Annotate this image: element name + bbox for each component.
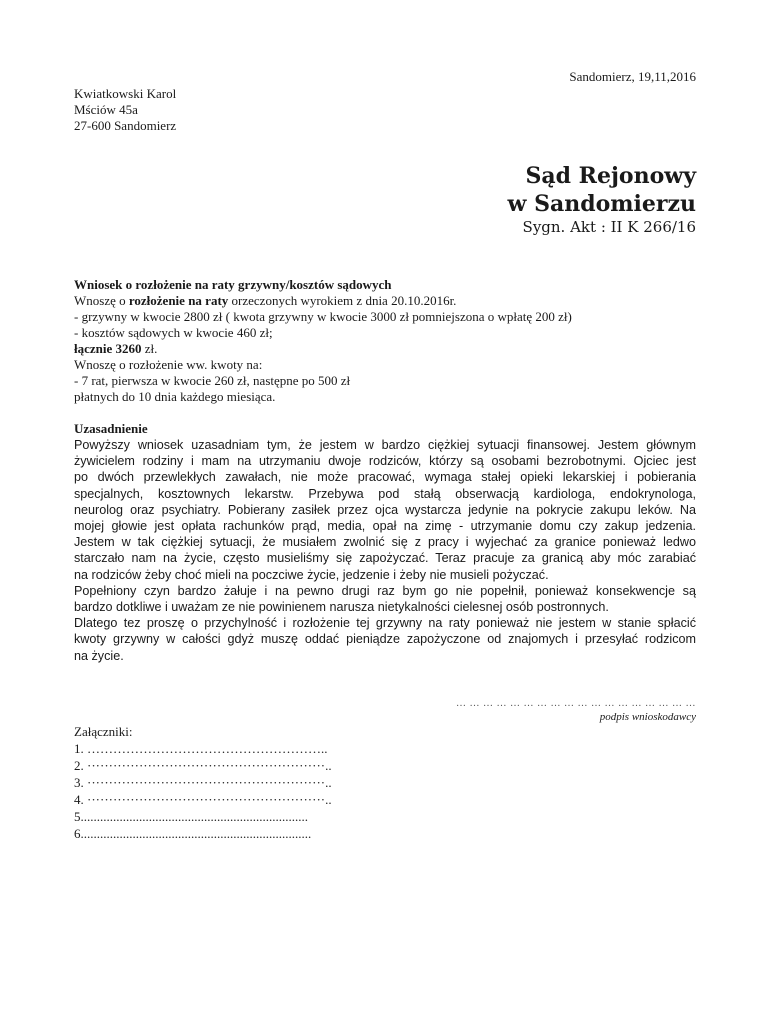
request-total [74,341,696,357]
attachment-item: 3. ·······················································.. [74,775,332,790]
plan-item: - 7 rat, pierwsza w kwocie 260 zł, następne po 500 zł [74,373,351,388]
intro-text: Wnoszę o [74,293,129,308]
justification-line: neurolog oraz psychiatry. Pobierany zasiłek przez ojca wystarcza jedynie na pokrycie zakupu leków. Na [74,502,696,517]
justification-line: Powyższy wniosek uzasadniam tym, że jestem w bardzo ciężkiej sytuacji finansowej. Jestem głównym [74,438,696,452]
plan-due: płatnych do 10 dnia każdego miesiąca. [74,389,276,404]
total-currency: zł. [141,341,158,356]
justification-line: po dwóch przewlekłych zawałach, nie może pracować, wymaga stałej opieki lekarskiej i pobierania [74,470,696,485]
attachments-title: Załączniki: [74,724,133,739]
justification-line: mojej głowie jest opłata rachunków prąd, media, opał na zimę - utrzymanie domu czy zakup jedzenia. [74,519,696,534]
request-item-costs: - kosztów sądowych w kwocie 460 zł; [74,325,273,340]
justification-line: starczało nam na życie, często musieliśmy się zapożyczać. Teraz pracuje za granicą aby móc zarabiać [74,551,696,566]
intro-text-end: orzeczonych wyrokiem z dnia 20.10.2016r. [228,293,457,308]
attachment-item: 2. ·······················································.. [74,758,332,773]
signature-label: podpis wnioskodawcy [599,711,696,723]
plan-intro: Wnoszę o rozłożenie ww. kwoty na: [74,357,263,372]
justification-text [74,437,696,664]
justification-line: Jestem w tak ciężkiej sytuacji, że musiałem zwolnić się z pracy i wyjechać za granice ponieważ ledwo [74,535,696,550]
justification-line: kwoty grzywny w całości gdyż muszę oddać pieniądze zapożyczone od znajomych i przesyłać rodzicom [74,632,696,647]
justification-title: Uzasadnienie [74,421,148,436]
attachment-item: 4. ·······················································.. [74,792,332,807]
attachment-item: 6....................................................................... [74,826,312,841]
sender-address [74,86,176,134]
date-place: Sandomierz, 19,11,2016 [569,69,696,84]
intro-bold: rozłożenie na raty [128,293,229,308]
case-signature: Sygn. Akt : II K 266/16 [522,218,696,236]
court-name: Sąd Rejonowy [525,163,696,189]
justification-line: na życie. [74,648,124,663]
court-addressee [507,162,696,236]
sender-street: Mściów 45a [74,102,138,117]
sender-name: Kwiatkowski Karol [74,86,177,101]
attachment-item: 5...................................................................... [74,809,308,824]
justification-line: Dlatego tez proszę o przychylność i rozłożenie tej grzywny na raty ponieważ nie jestem w stanie spłacić [74,616,696,631]
court-location: w Sandomierzu [507,191,696,217]
justification-line: żywicielem rodziny i mam na utrzymaniu dwoje rodziców, którzy są osobami bezrobotnymi. Ojciec jest [74,454,696,469]
total-amount: łącznie 3260 [74,341,142,356]
justification-line: na rodziców żeby choć mieli na poczciwe życie, jedzenie i żeby nie musieli pożyczać. [74,567,549,582]
request-body [74,277,696,664]
request-intro [74,293,696,309]
attachment-item: 1. ……………………………………………….. [74,741,328,756]
request-item-fine: - grzywny w kwocie 2800 zł ( kwota grzywny w kwocie 3000 zł pomniejszona o wpłatę 200 zł) [74,309,572,324]
justification-line: Popełniony czyn bardzo żałuje i na pewno drugi raz bym go nie popełnił, ponieważ konsekwencje są [74,583,696,598]
justification-line: specjalnych, kosztownych lekarstw. Przebywa pod stałą obserwacją kardiologa, endokrynologa, [74,486,696,501]
attachments-list [74,723,332,842]
request-title: Wniosek o rozłożenie na raty grzywny/kosztów sądowych [74,277,392,292]
justification-line: bardzo dotkliwe i uważam ze nie powinienem narusza nietykalności cielesnej osób postronnych. [74,600,609,615]
sender-city: 27-600 Sandomierz [74,118,177,133]
signature-line: … … … … … … … … … … … … … … … … … … [456,698,696,709]
